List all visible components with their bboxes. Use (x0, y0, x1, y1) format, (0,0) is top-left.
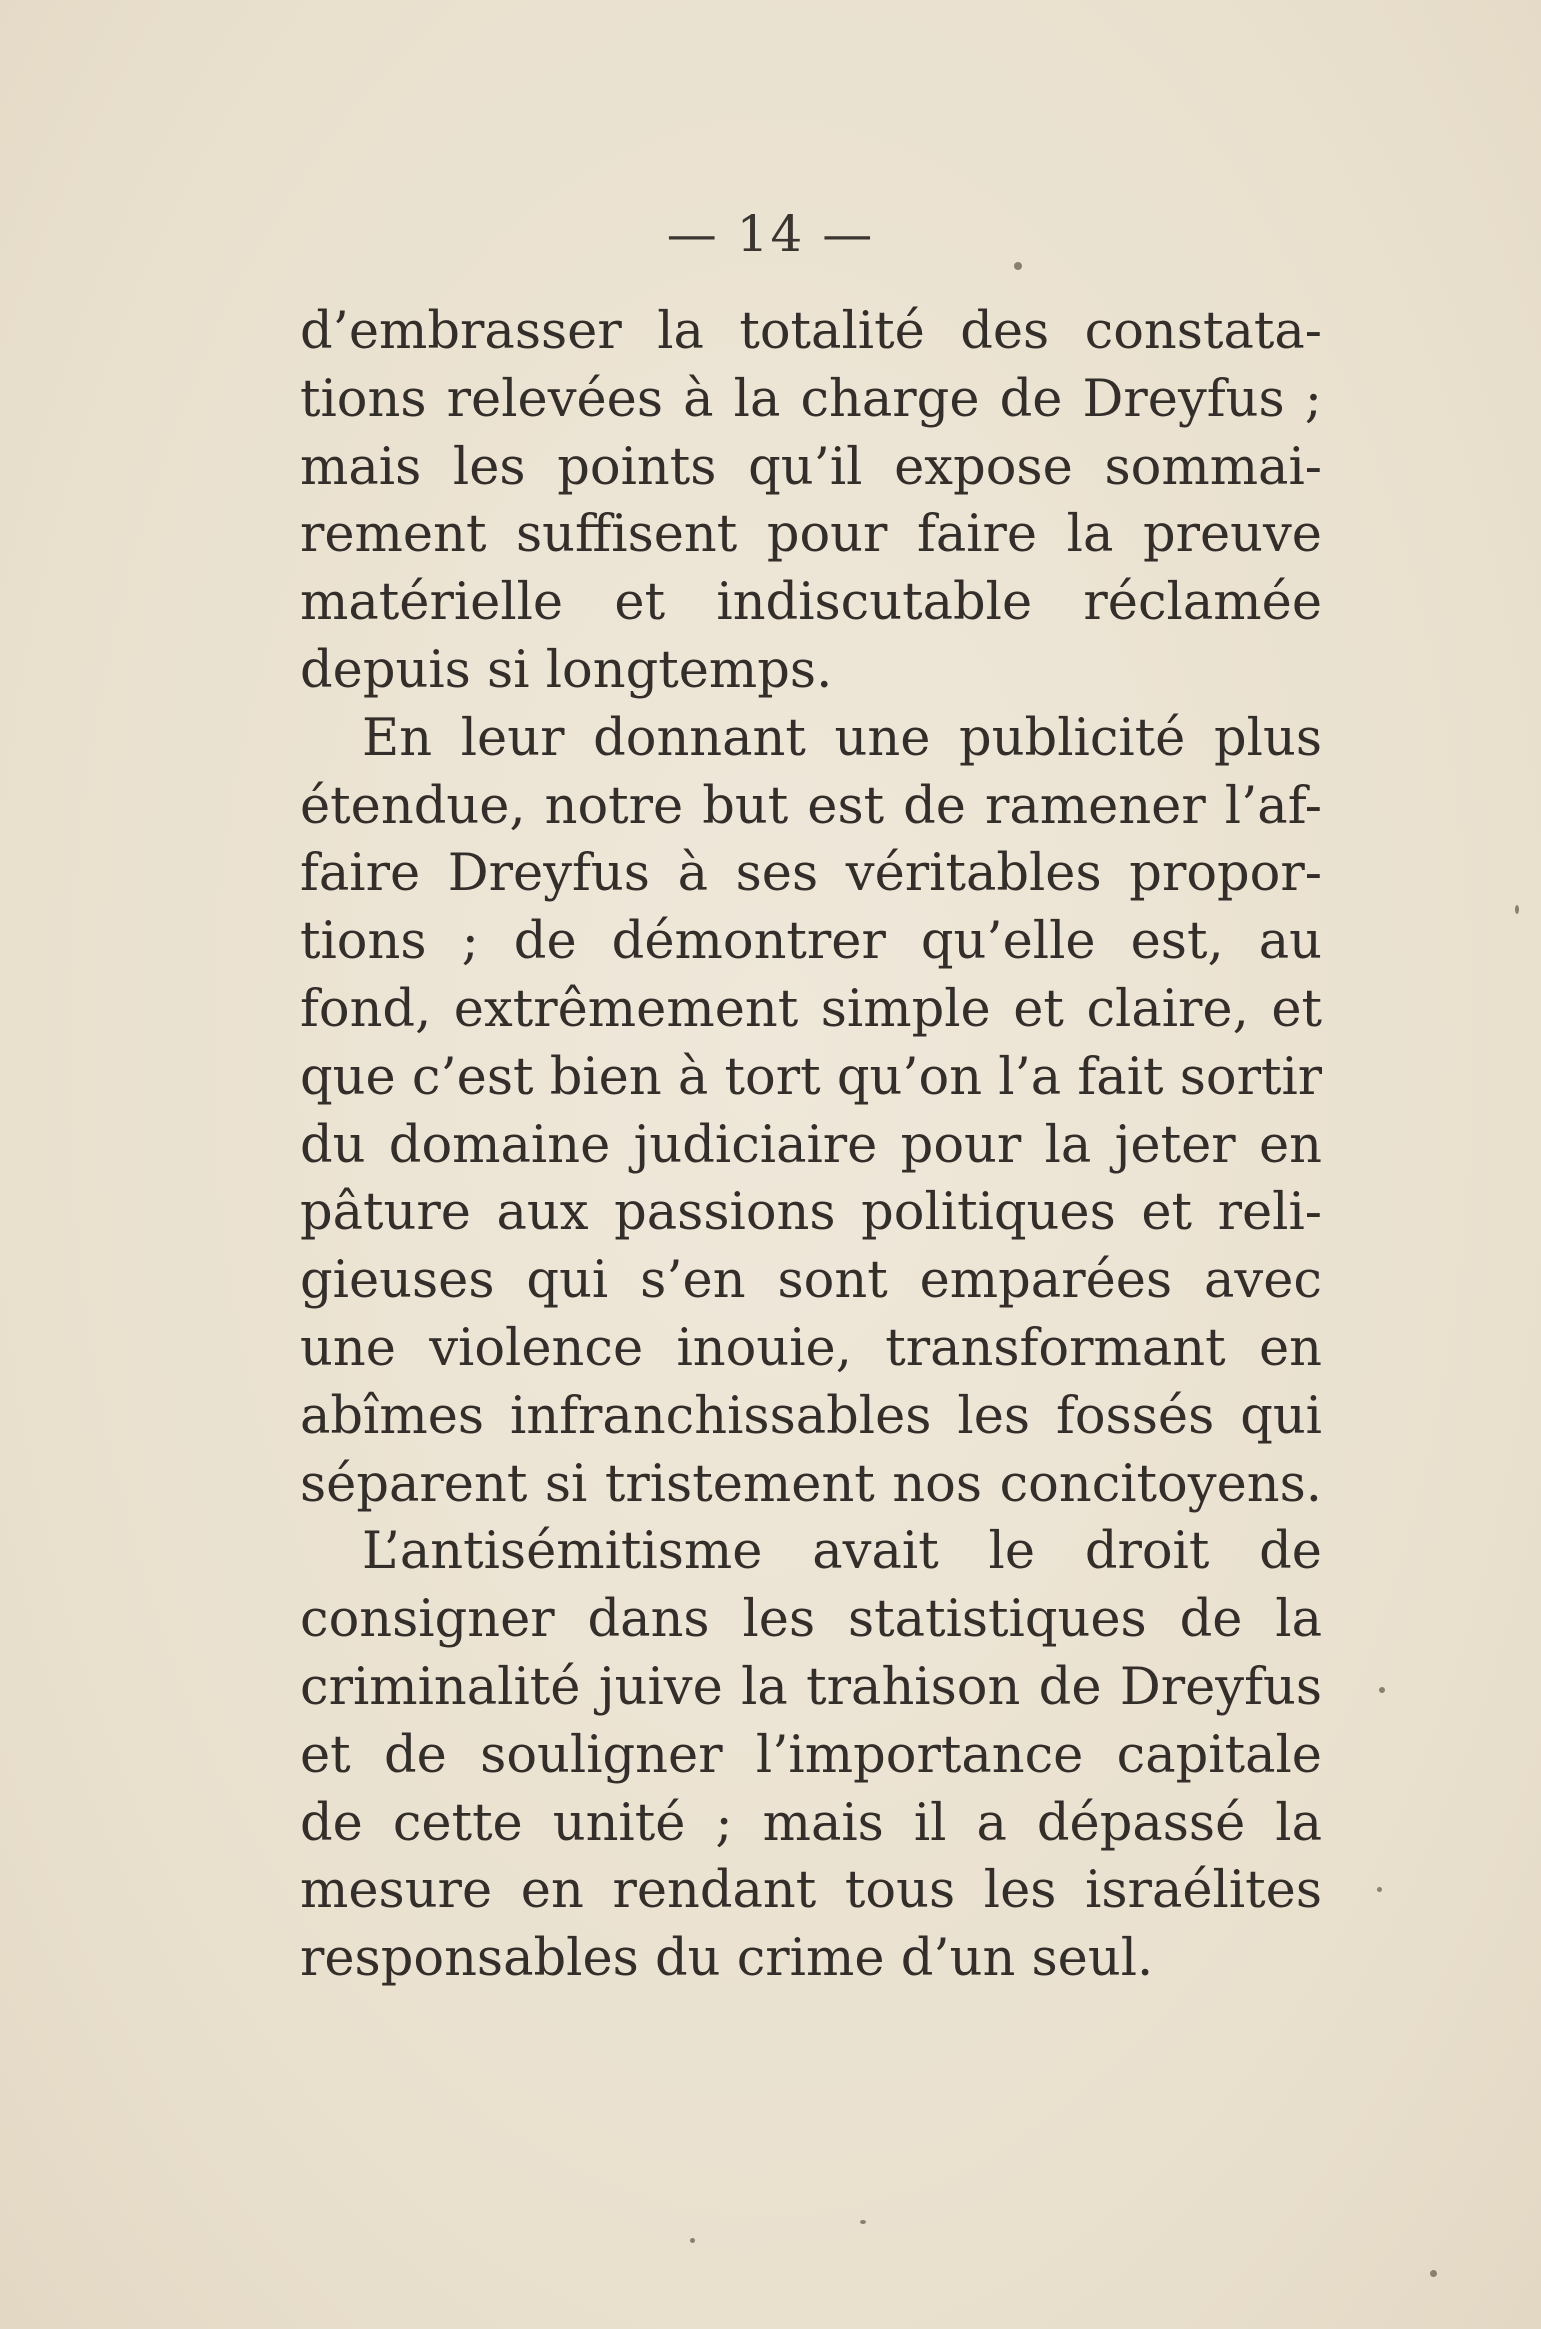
text-line: mais les points qu’il expose sommai- (300, 437, 1322, 497)
text-line: faire Dreyfus à ses véritables propor- (300, 844, 1322, 904)
text-line: rement suffisent pour faire la preuve (300, 505, 1322, 565)
text-line: tions ; de démontrer qu’elle est, au (300, 912, 1322, 972)
paper-speck (1377, 1887, 1382, 1892)
text-line: consigner dans les statistiques de la (300, 1590, 1322, 1650)
text-line: de cette unité ; mais il a dépassé la (300, 1793, 1322, 1853)
paper-speck (860, 2220, 866, 2224)
paper-speck (690, 2238, 695, 2243)
text-line: responsables du crime d’un seul. (300, 1929, 1154, 1989)
text-line: matérielle et indiscutable réclamée (300, 573, 1322, 633)
text-line: depuis si longtemps. (300, 640, 833, 700)
paper-speck (1515, 905, 1519, 914)
paper-speck (1430, 2270, 1437, 2277)
body-text (300, 298, 1322, 1993)
text-line: L’antisémitisme avait le droit de (362, 1522, 1322, 1582)
text-line: mesure en rendant tous les israélites (300, 1861, 1322, 1921)
text-line: et de souligner l’importance capitale (300, 1725, 1322, 1785)
text-line: du domaine judiciaire pour la jeter en (300, 1115, 1322, 1175)
text-line: pâture aux passions politiques et reli- (300, 1183, 1322, 1243)
text-line: gieuses qui s’en sont emparées avec (300, 1251, 1322, 1311)
page-number: — 14 — (666, 205, 875, 263)
text-line: séparent si tristement nos concitoyens. (300, 1454, 1322, 1514)
paper-speck (1379, 1687, 1385, 1693)
text-line: d’embrasser la totalité des constata- (300, 302, 1322, 361)
paragraph-2 (300, 705, 1322, 1519)
text-line: fond, extrêmement simple et claire, et (300, 979, 1322, 1039)
paragraph-1 (300, 298, 1322, 705)
text-line: étendue, notre but est de ramener l’af- (300, 776, 1322, 836)
text-line: que c’est bien à tort qu’on l’a fait sortir (300, 1047, 1322, 1107)
text-line: une violence inouie, transformant en (300, 1318, 1322, 1378)
text-line: En leur donnant une publicité plus (362, 708, 1322, 768)
paper-speck (1014, 262, 1022, 270)
text-line: criminalité juive la trahison de Dreyfus (300, 1657, 1322, 1717)
text-line: tions relevées à la charge de Dreyfus ; (300, 369, 1322, 429)
text-line: abîmes infranchissables les fossés qui (300, 1386, 1322, 1446)
paragraph-3 (300, 1518, 1322, 1993)
